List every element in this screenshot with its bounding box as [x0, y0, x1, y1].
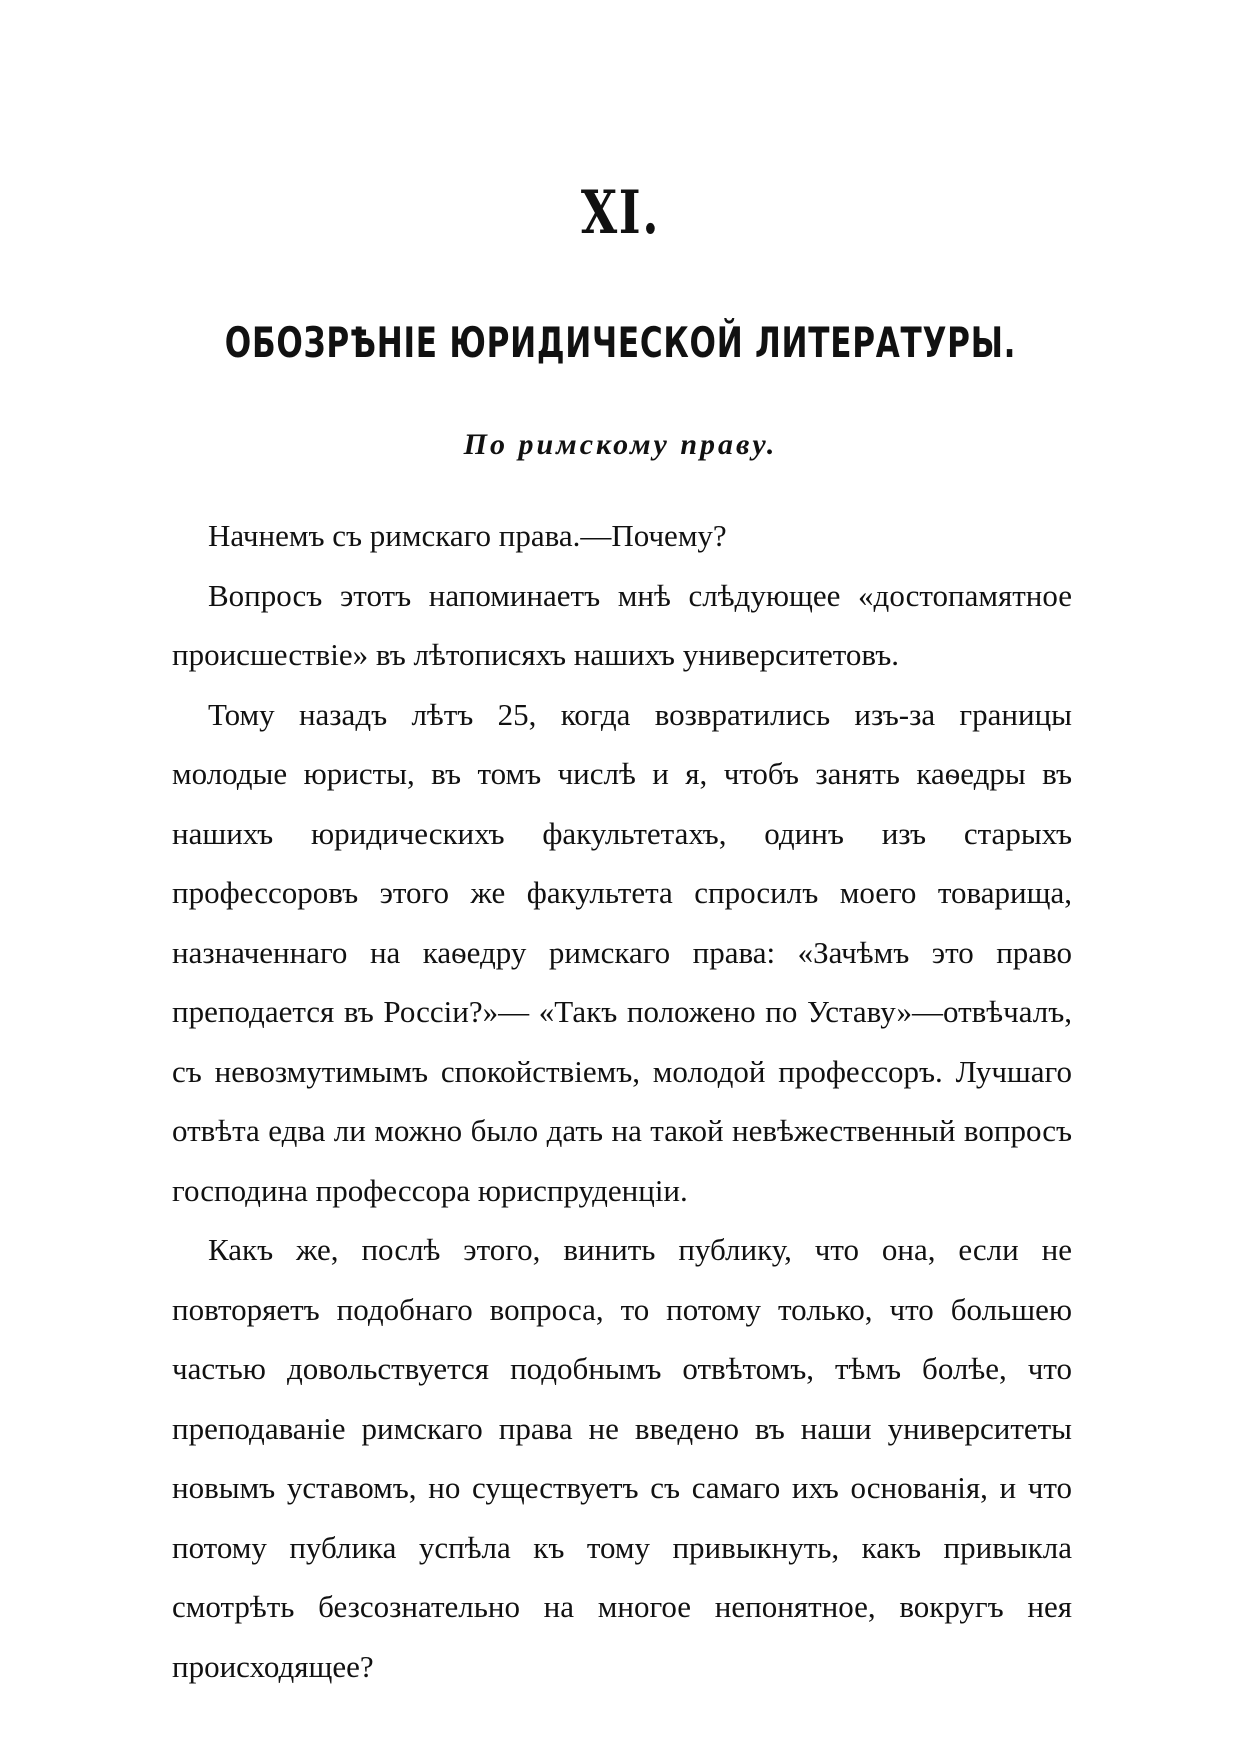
- paragraph: Начнемъ съ римскаго права.—Почему?: [208, 518, 727, 553]
- paragraph: Тому назадъ лѣтъ 25, когда возвратились изъ-за границы молодые юристы, въ томъ числѣ и я, чтобъ занять каѳедры въ нашихъ юридическихъ факультетахъ, одинъ изъ старыхъ профессоровъ этого же факультета спросилъ моего товарища, назначеннаго на каѳедру римскаго права: «Зачѣмъ это право преподается въ Россіи?»— «Такъ положено по Уставу»—отвѣчалъ, съ невозмутимымъ спокойствіемъ, молодой профессоръ. Лучшаго отвѣта едва ли можно было дать на такой невѣжественный вопросъ господина профессора юриспруденціи.: [172, 696, 1072, 1208]
- chapter-title: ОБОЗРѢНІЕ ЮРИДИЧЕСКОЙ ЛИТЕРАТУРЫ.: [224, 318, 1017, 367]
- section-subtitle: По римскому праву.: [463, 428, 778, 461]
- chapter-number: XI.: [580, 178, 661, 248]
- body-text: [172, 506, 1072, 1696]
- paragraph: Какъ же, послѣ этого, винить публику, что она, если не повторяетъ подобнаго вопроса, то потому только, что большею частью довольствуется подобнымъ отвѣтомъ, тѣмъ болѣе, что преподаваніе римскаго права не введено въ наши университеты новымъ уставомъ, но существуетъ съ самаго ихъ основанія, и что потому публика успѣла къ тому привыкнуть, какъ привыкла смотрѣть безсознательно на многое непонятное, вокругъ нея происходящее?: [172, 1232, 1072, 1684]
- paragraph: Вопросъ этотъ напоминаетъ мнѣ слѣдующее «достопамятное происшествіе» въ лѣтописяхъ нашихъ университетовъ.: [172, 577, 1072, 672]
